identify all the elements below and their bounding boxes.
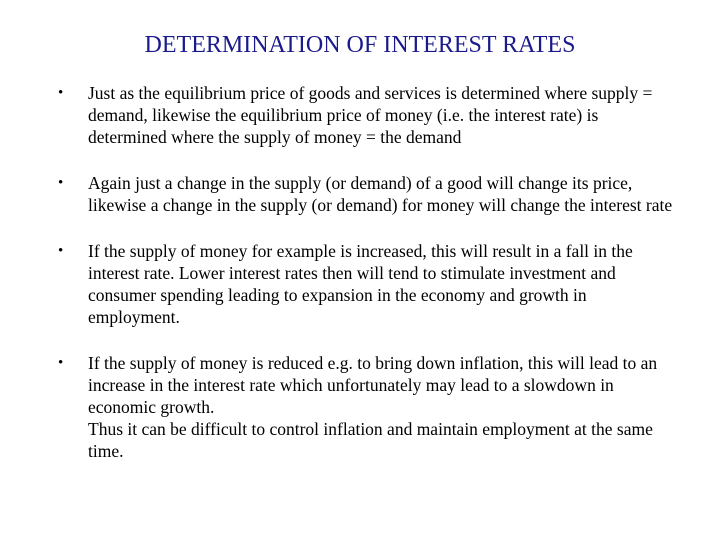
bullet-list: [58, 82, 678, 462]
bullet-icon: •: [58, 175, 64, 191]
bullet-text: Again just a change in the supply (or demand) of a good will change its price, likewise a change in the supply (or demand) for money will change the interest rate: [88, 173, 673, 215]
slide-title: DETERMINATION OF INTEREST RATES: [144, 32, 576, 58]
bullet-icon: •: [58, 243, 64, 259]
bullet-item: [58, 352, 678, 462]
bullet-text-continuation: Thus it can be difficult to control inflation and maintain employment at the same time.: [88, 419, 653, 461]
bullet-icon: •: [58, 85, 64, 101]
bullet-text: If the supply of money for example is increased, this will result in a fall in the interest rate. Lower interest rates then will tend to stimulate investment and consumer spending leading to expansion in the economy and growth in employment.: [88, 241, 633, 327]
bullet-icon: •: [58, 355, 64, 371]
bullet-text: If the supply of money is reduced e.g. to bring down inflation, this will lead to an increase in the interest rate which unfortunately may lead to a slowdown in economic growth.: [88, 353, 658, 417]
bullet-item: [58, 240, 678, 328]
bullet-item: [58, 82, 678, 148]
bullet-item: [58, 172, 678, 216]
bullet-text: Just as the equilibrium price of goods and services is determined where supply = demand, likewise the equilibrium price of money (i.e. the interest rate) is determined where the supply of money = the demand: [88, 83, 653, 147]
